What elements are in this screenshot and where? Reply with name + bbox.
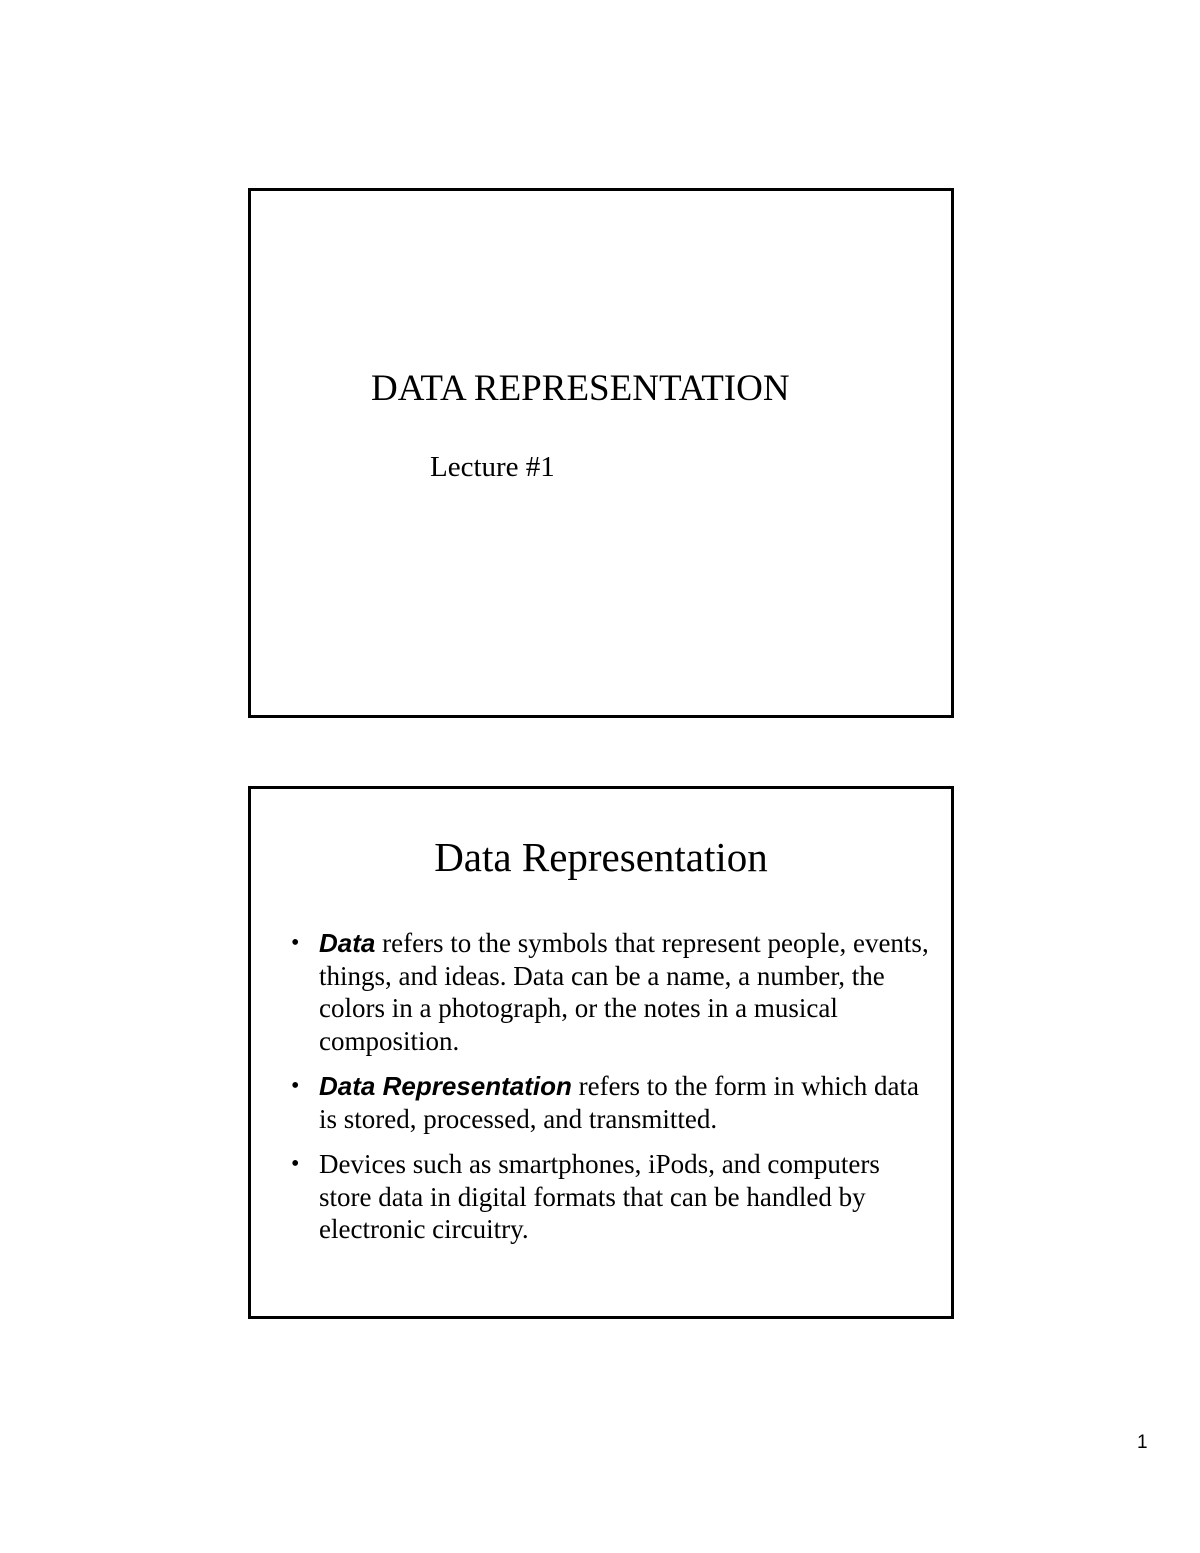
bullet-text: refers to the form in which data is stored, processed, and transmitted. <box>319 1071 919 1134</box>
bullet-item-data-representation <box>289 1070 929 1135</box>
bullet-marker: • <box>291 1073 300 1099</box>
slide-1-subtitle: Lecture #1 <box>430 451 555 483</box>
bullet-text: refers to the symbols that represent people, events, things, and ideas. Data can be a name, a number, the colors in a photograph, or the notes in a musical composition. <box>319 928 929 1056</box>
bullet-term: Data Representation <box>319 1071 572 1101</box>
slide-2-title: Data Representation <box>434 834 768 880</box>
slide-2 <box>248 786 954 1319</box>
bullet-text: Devices such as smartphones, iPods, and computers store data in digital formats that can be handled by electronic circuitry. <box>319 1149 880 1244</box>
bullet-marker: • <box>291 930 300 956</box>
bullet-term: Data <box>319 928 376 958</box>
bullet-item-data <box>289 927 929 1057</box>
slide-1-title: DATA REPRESENTATION <box>371 368 790 409</box>
bullet-list <box>289 927 929 1259</box>
slide-1 <box>248 188 954 718</box>
bullet-marker: • <box>291 1151 300 1177</box>
page-number: 1 <box>1137 1432 1148 1453</box>
bullet-item-devices <box>289 1148 929 1246</box>
